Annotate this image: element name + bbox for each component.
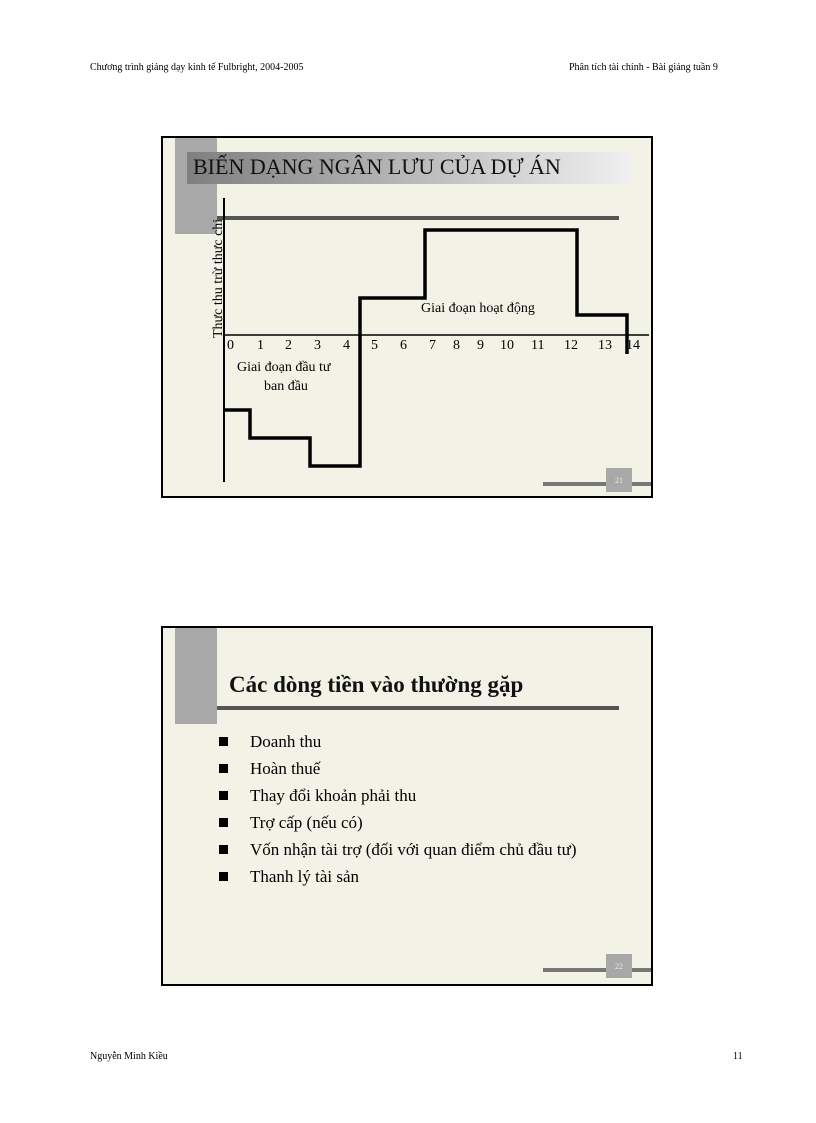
tick-label: 6 [400,338,407,353]
inflow-list [219,728,577,890]
list-item: Vốn nhận tài trợ (đối với quan điểm chủ đầu tư) [219,836,577,863]
page-footer-author: Nguyễn Minh Kiều [90,1051,168,1062]
bullet-icon [219,791,228,800]
annotation-investment-phase-2: ban đầu [264,379,308,394]
y-axis-label: Thực thu trừ thực chi [211,218,226,338]
slide-common-inflows [161,626,653,986]
slide-number: 22 [606,954,632,978]
list-item: Hoàn thuế [219,755,577,782]
tick-label: 9 [477,338,484,353]
tick-label: 0 [227,338,234,353]
bullet-icon [219,845,228,854]
bullet-icon [219,764,228,773]
tick-label: 7 [429,338,436,353]
tick-label: 13 [598,338,612,353]
tick-label: 8 [453,338,460,353]
tick-label: 14 [626,338,640,353]
page-header-left: Chương trình giảng dạy kinh tế Fulbright, 2004-2005 [90,62,304,73]
slide-cash-flow-profile [161,136,653,498]
list-item: Trợ cấp (nếu có) [219,809,577,836]
tick-label: 11 [531,338,545,353]
tick-label: 1 [257,338,264,353]
tick-label: 12 [564,338,578,353]
tick-label: 10 [500,338,514,353]
page-header-right: Phân tích tài chính - Bài giảng tuần 9 [569,62,718,73]
slide2-title: Các dòng tiền vào thường gặp [229,672,524,697]
slide1-decor [163,138,653,498]
bullet-icon [219,818,228,827]
list-item: Thanh lý tài sản [219,863,577,890]
annotation-operating-phase: Giai đoạn hoạt động [421,301,535,316]
bullet-icon [219,737,228,746]
page-number: 11 [733,1051,743,1062]
list-item: Doanh thu [219,728,577,755]
tick-label: 5 [371,338,378,353]
slide1-title: BIẾN DẠNG NGÂN LƯU CỦA DỰ ÁN [193,154,561,179]
tick-label: 4 [343,338,350,353]
corner-block [175,628,217,724]
list-item: Thay đổi khoản phải thu [219,782,577,809]
annotation-investment-phase: Giai đoạn đầu tư [237,360,331,375]
bullet-icon [219,872,228,881]
tick-label: 3 [314,338,321,353]
tick-label: 2 [285,338,292,353]
slide-number: 21 [606,468,632,492]
